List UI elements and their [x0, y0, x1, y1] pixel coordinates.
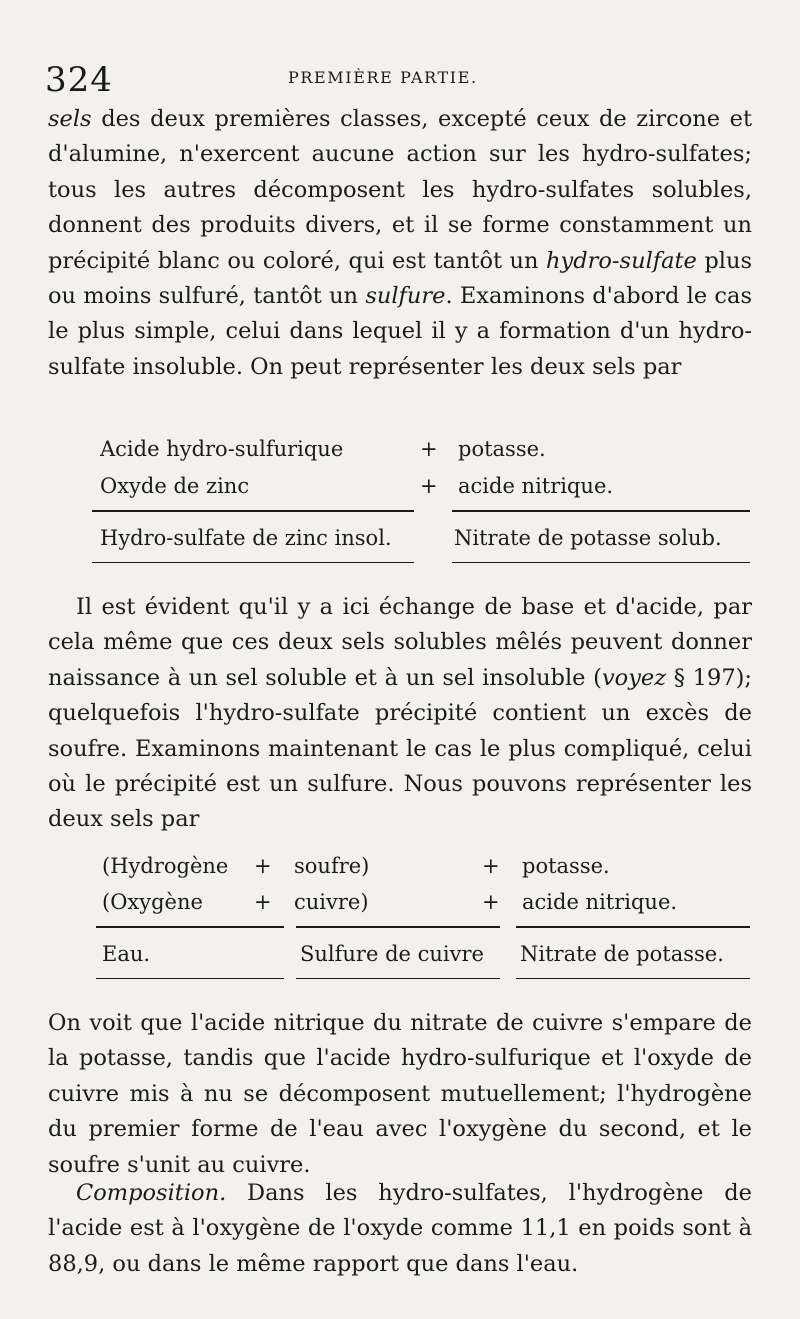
scheme-copper-row1-plus2: +: [482, 854, 500, 878]
scheme-zinc-result-right: Nitrate de potasse solub.: [454, 526, 722, 550]
scheme-zinc-row2-left: Oxyde de zinc: [100, 474, 250, 498]
page-header: [0, 60, 800, 100]
p2-run: Il est évident qu'il y a ici échange de base et d'acide, par cela même que ces deux sels solubles mêlés peuvent donner naissance à un sel soluble et à un sel insoluble (: [48, 594, 752, 691]
scheme-zinc-rule-right: [452, 510, 750, 512]
p2-run: § 197); quelquefois l'hydro-sulfate précipité contient un excès de soufre. Examinons maintenant le cas le plus compliqué, celui où le précipité est un sulfure. Nous pouvons représenter les deux sels par: [48, 664, 752, 833]
paragraph-exchange: [48, 590, 752, 838]
p4-run: Dans les hydro-sulfates, l'hydrogène de l'acide est à l'oxygène de l'oxyde comme 11,1 en poids sont à 88,9, ou dans le même rapport que dans l'eau.: [48, 1180, 752, 1277]
scheme-copper-underline-b: [296, 978, 500, 979]
p3-run: On voit que l'acide nitrique du nitrate de cuivre s'empare de la potasse, tandis que l'acide hydro-sulfurique et l'oxyde de cuivre mis à nu se décomposent mutuellement; l'hydrogène du premier forme de l'eau avec l'oxygène du second, et le soufre s'unit au cuivre.: [48, 1010, 752, 1178]
scheme-copper-row2-plus1: +: [254, 890, 272, 914]
scheme-copper-row2-c: acide nitrique.: [522, 890, 678, 914]
scheme-zinc-underline-left: [92, 562, 414, 563]
p1-run: . Examinons d'abord le cas le plus simple, celui dans lequel il y a formation d'un hydro-sulfate insoluble. On peut représenter les deux sels par: [48, 283, 752, 380]
paragraph-hydrosulfates-intro: [48, 102, 752, 385]
p2-run: voyez: [601, 664, 667, 691]
scheme-copper-rule-b: [296, 926, 500, 928]
scheme-zinc-result-left: Hydro-sulfate de zinc insol.: [100, 526, 392, 550]
scheme-copper-underline-c: [516, 978, 750, 979]
page-number: 324: [45, 60, 113, 100]
scheme-zinc-row2-plus: +: [420, 474, 438, 498]
scheme-zinc-row1-right: potasse.: [458, 437, 546, 461]
scheme-copper-row2-plus2: +: [482, 890, 500, 914]
scheme-copper-row2-b: cuivre): [294, 890, 369, 914]
p1-run: sulfure: [365, 283, 446, 310]
scheme-copper-row1-b: soufre): [294, 854, 370, 878]
scheme-copper-underline-a: [96, 978, 284, 979]
scheme-zinc-row1-plus: +: [420, 437, 438, 461]
scheme-zinc-underline-right: [452, 562, 750, 563]
scheme-copper-result-a: Eau.: [102, 942, 151, 966]
scheme-copper-row1-c: potasse.: [522, 854, 610, 878]
scheme-zinc-rule-left: [92, 510, 414, 512]
scheme-copper-result-b: Sulfure de cuivre: [300, 942, 484, 966]
scheme-copper-row1-a: (Hydrogène: [102, 854, 229, 878]
scheme-zinc-row1-left: Acide hydro-sulfurique: [100, 437, 344, 461]
p1-run: sels: [48, 106, 92, 132]
p1-run: des deux premières classes, excepté ceux de zircone et d'alumine, n'exercent aucune action sur les hydro-sulfates; tous les autres décomposent les hydro-sulfates solubles, donnent des produits divers, et il se forme constamment un précipité blanc ou coloré, qui est tantôt un: [48, 106, 752, 274]
running-title: PREMIÈRE PARTIE.: [288, 68, 478, 87]
scheme-zinc-row2-right: acide nitrique.: [458, 474, 614, 498]
scheme-copper-rule-c: [516, 926, 750, 928]
paragraph-composition: [48, 1176, 752, 1282]
scheme-copper-row2-a: (Oxygène: [102, 890, 203, 914]
paragraph-explanation: [48, 1006, 752, 1183]
p1-run: hydro-sulfate: [546, 247, 697, 274]
scheme-copper-row1-plus1: +: [254, 854, 272, 878]
scheme-copper-rule-a: [96, 926, 284, 928]
p1-run: plus ou moins sulfuré, tantôt un: [48, 247, 752, 310]
scheme-copper-result-c: Nitrate de potasse.: [520, 942, 724, 966]
p4-run: Composition.: [76, 1180, 227, 1206]
